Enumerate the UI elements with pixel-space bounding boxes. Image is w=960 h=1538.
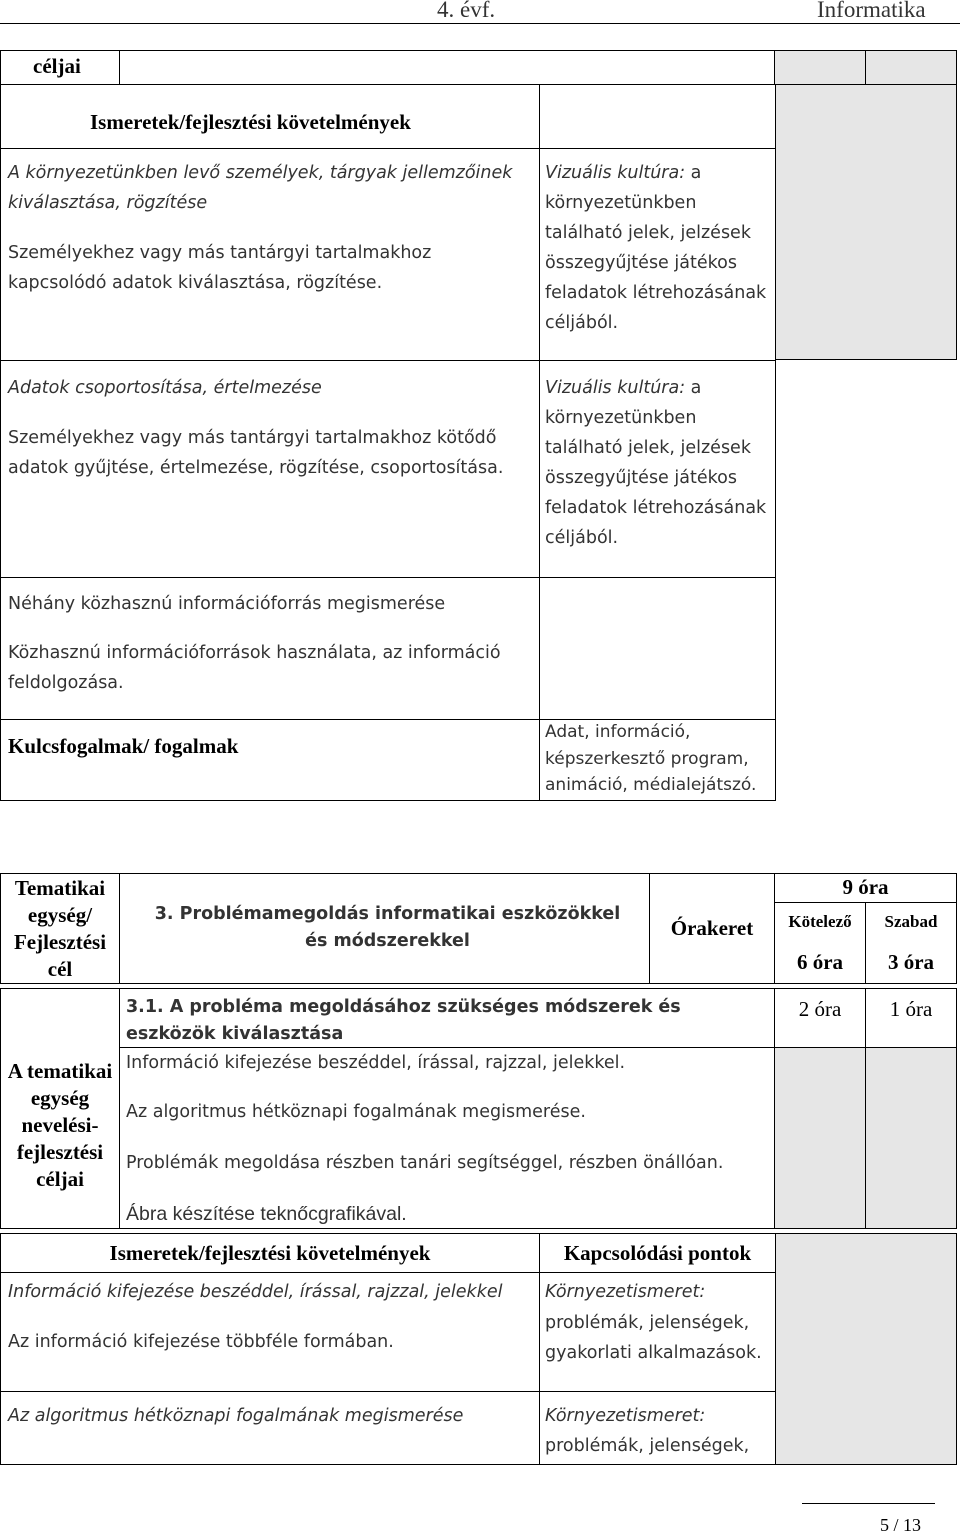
r2-title: Az algoritmus hétköznapi fogalmának megismerése: [8, 1406, 464, 1426]
unit-title: 3. Problémamegoldás informatikai eszközökkel és módszerekkel: [154, 904, 621, 951]
row3-title: Néhány közhasznú információforrás megismerése: [8, 594, 446, 614]
r2-link-label: Környezetismeret:: [545, 1406, 706, 1426]
shaded-cell: [865, 1047, 957, 1229]
sub-mandatory: 2 óra: [798, 997, 842, 1021]
row1-link-label: Vizuális kultúra:: [545, 163, 686, 183]
row2-title: Adatok csoportosítása, értelmezése: [8, 378, 322, 398]
goals-label: céljai: [33, 54, 81, 78]
row2-links: [545, 373, 770, 553]
free-hours: 3 óra: [887, 950, 935, 974]
footer-rule: [802, 1503, 935, 1504]
sub-title: 3.1. A probléma megoldásához szükséges módszerek és eszközök kiválasztása: [126, 997, 681, 1044]
shaded-cell: [775, 84, 957, 360]
free-label: Szabad: [884, 912, 938, 931]
shaded-cell: [774, 50, 866, 85]
row1-title: A környezetünkben levő személyek, tárgyak jellemzőinek kiválasztása, rögzítése: [8, 163, 513, 213]
row1-text: Személyekhez vagy más tantárgyi tartalmakhoz kapcsolódó adatok kiválasztása, rögzítése.: [8, 243, 432, 293]
knowledge-header: Ismeretek/fejlesztési követelmények: [90, 110, 411, 134]
sub-free: 1 óra: [889, 997, 933, 1021]
shaded-cell: [775, 1233, 957, 1465]
r1-link-label: Környezetismeret:: [545, 1282, 706, 1302]
row3-links-cell: [539, 577, 776, 720]
knowledge-header-2: Ismeretek/fejlesztési követelmények: [109, 1241, 431, 1265]
row2-text: Személyekhez vagy más tantárgyi tartalmakhoz kötődő adatok gyűjtése, értelmezése, rögzítése, csoportosítása.: [8, 428, 504, 478]
row2-link-text: a környezetünkben található jelek, jelzések összegyűjtése játékos feladatok létrehozásának céljából.: [545, 378, 767, 548]
goals-label-2: A tematikai egység nevelési-fejlesztési céljai: [7, 1059, 113, 1191]
page-number: 5 / 13: [880, 1515, 922, 1535]
r1-text: Az információ kifejezése többféle formában.: [8, 1332, 394, 1352]
keywords-label: Kulcsfogalmak/ fogalmak: [8, 734, 239, 758]
mandatory-label: Kötelező: [788, 912, 852, 931]
subject-label: Informatika: [817, 0, 926, 22]
r1-title: Információ kifejezése beszéddel, írással, rajzzal, jelekkel: [8, 1282, 503, 1302]
goal-item: Információ kifejezése beszéddel, írással, rajzzal, jelekkel.: [126, 1053, 626, 1073]
r2-link-text: problémák, jelenségek,: [545, 1436, 750, 1456]
row3-text: Közhasznú információforrások használata, az információ feldolgozása.: [8, 643, 501, 693]
shaded-cell: [865, 50, 957, 85]
unit-label: Tematikai egység/ Fejlesztési cél: [13, 876, 107, 981]
goal-item: Ábra készítése teknőcgrafikával.: [126, 1203, 407, 1225]
header-rule: [0, 23, 960, 24]
goal-item: Az algoritmus hétköznapi fogalmának megismerése.: [126, 1102, 586, 1122]
row1-links: [545, 158, 770, 338]
shaded-cell: [774, 1047, 866, 1229]
mandatory-hours: 6 óra: [796, 950, 844, 974]
goal-item: Problémák megoldása részben tanári segítséggel, részben önállóan.: [126, 1153, 724, 1173]
links-header-cell: [539, 84, 776, 149]
row2-link-label: Vizuális kultúra:: [545, 378, 686, 398]
grade-label: 4. évf.: [437, 0, 496, 22]
r1-link-text: problémák, jelenségek, gyakorlati alkalmazások.: [545, 1313, 762, 1363]
row1-link-text: a környezetünkben található jelek, jelzések összegyűjtése játékos feladatok létrehozásának céljából.: [545, 163, 767, 333]
links-header-2: Kapcsolódási pontok: [563, 1241, 752, 1265]
keywords-text: Adat, információ, képszerkesztő program, animáció, médialejátszó.: [545, 722, 757, 795]
hours-label: Órakeret: [670, 916, 754, 940]
page-header: [0, 0, 960, 24]
goals-content-cell: [119, 50, 775, 85]
total-hours: 9 óra: [842, 875, 889, 899]
